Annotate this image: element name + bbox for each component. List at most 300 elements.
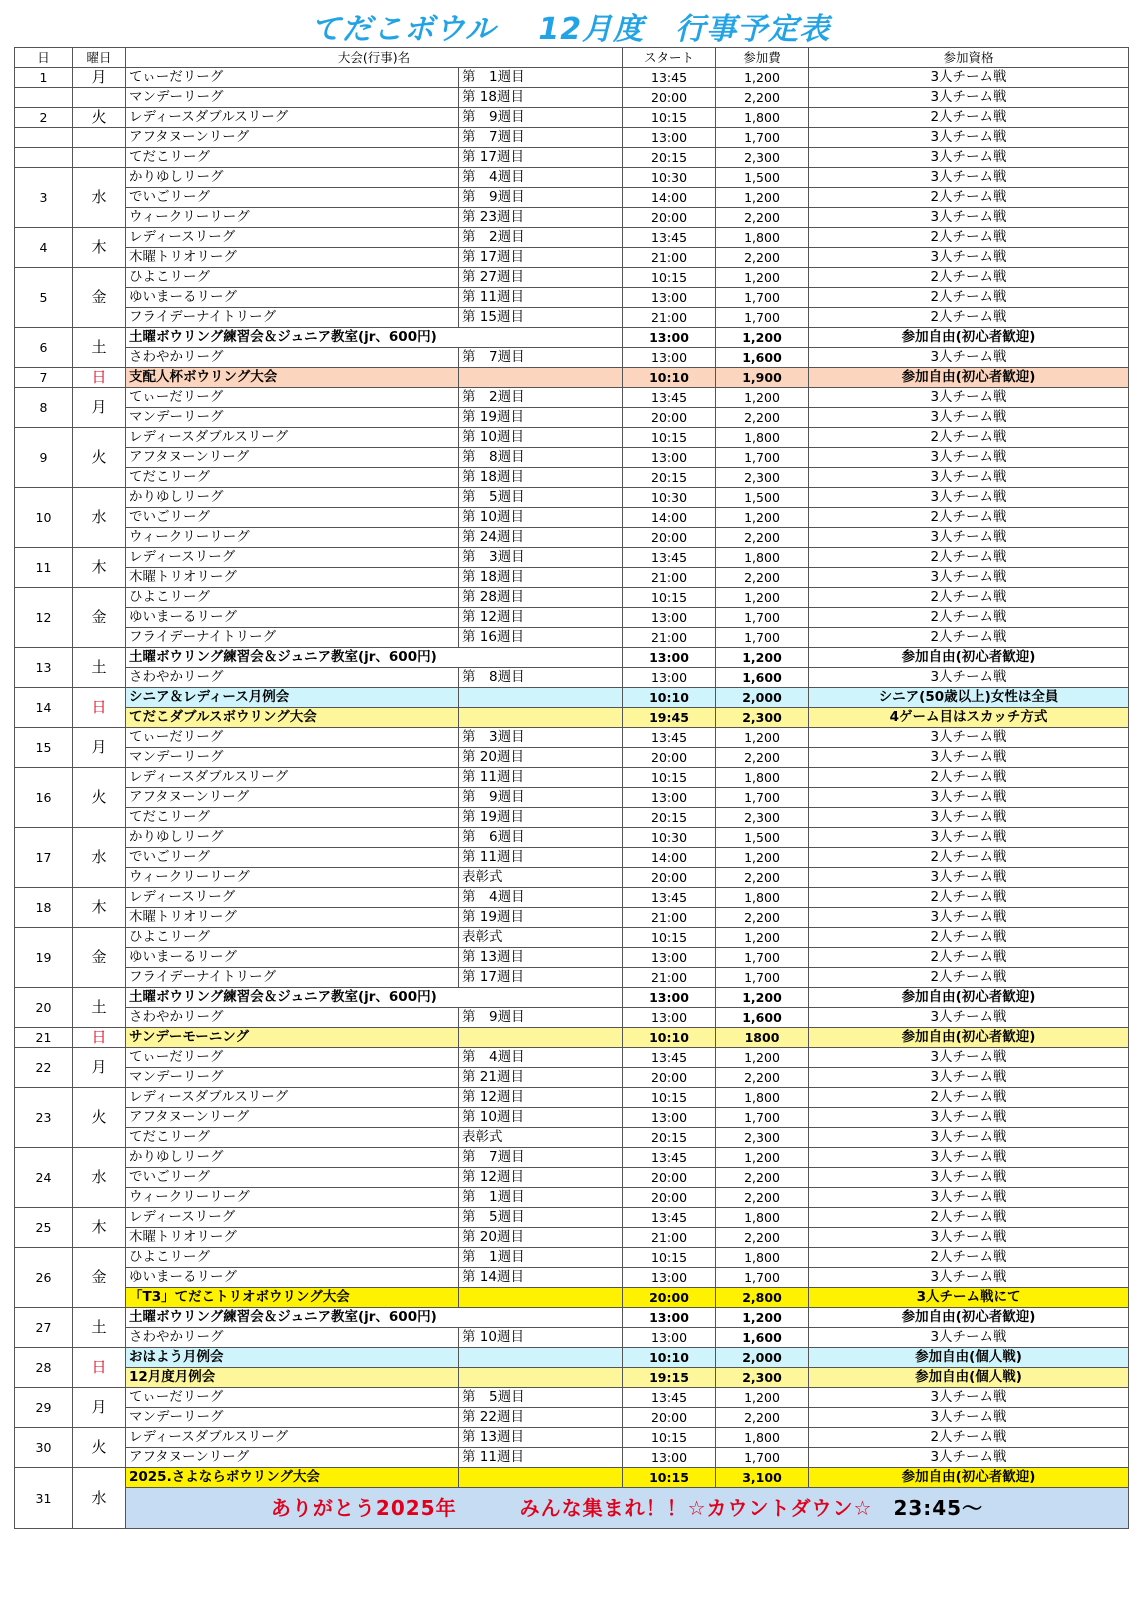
qualification-cell: 2人チーム戦 xyxy=(809,888,1129,908)
schedule-row xyxy=(15,728,1129,748)
event-round-cell: 表彰式 xyxy=(459,1128,623,1148)
start-time-cell: 13:00 xyxy=(623,1008,716,1028)
qualification-cell: 3人チーム戦 xyxy=(809,668,1129,688)
event-round-cell: 第 6週目 xyxy=(459,828,623,848)
day-of-week-cell: 日 xyxy=(73,368,126,388)
fee-cell: 1,200 xyxy=(716,328,809,348)
start-time-cell: 13:45 xyxy=(623,1388,716,1408)
header-fee: 参加費 xyxy=(716,48,809,68)
start-time-cell: 13:45 xyxy=(623,728,716,748)
event-name-cell: 支配人杯ボウリング大会 xyxy=(126,368,459,388)
schedule-row xyxy=(15,848,1129,868)
schedule-row xyxy=(15,1248,1129,1268)
day-number-cell xyxy=(15,88,73,108)
event-name-cell: 土曜ボウリング練習会＆ジュニア教室(jr、600円) xyxy=(126,648,623,668)
event-name-cell: レディースリーグ xyxy=(126,548,459,568)
event-name-cell: 木曜トリオリーグ xyxy=(126,1228,459,1248)
day-number-cell: 25 xyxy=(15,1208,73,1248)
day-number-cell: 4 xyxy=(15,228,73,268)
start-time-cell: 13:45 xyxy=(623,548,716,568)
qualification-cell: 3人チーム戦 xyxy=(809,748,1129,768)
day-of-week-cell: 土 xyxy=(73,1308,126,1348)
schedule-row xyxy=(15,88,1129,108)
qualification-cell: 3人チーム戦 xyxy=(809,1408,1129,1428)
day-number-cell: 27 xyxy=(15,1308,73,1348)
schedule-row xyxy=(15,1308,1129,1328)
event-round-cell: 第 4週目 xyxy=(459,888,623,908)
schedule-row xyxy=(15,1328,1129,1348)
schedule-row xyxy=(15,1408,1129,1428)
day-number-cell: 29 xyxy=(15,1388,73,1428)
day-of-week-cell: 金 xyxy=(73,928,126,988)
start-time-cell: 21:00 xyxy=(623,628,716,648)
qualification-cell: 3人チーム戦 xyxy=(809,788,1129,808)
day-number-cell: 10 xyxy=(15,488,73,548)
event-round-cell: 第 7週目 xyxy=(459,348,623,368)
day-number-cell: 2 xyxy=(15,108,73,128)
fee-cell: 1,200 xyxy=(716,848,809,868)
fee-cell: 2,200 xyxy=(716,1168,809,1188)
qualification-cell: 2人チーム戦 xyxy=(809,428,1129,448)
event-round-cell: 第 10週目 xyxy=(459,1328,623,1348)
day-number-cell: 16 xyxy=(15,768,73,828)
schedule-row xyxy=(15,328,1129,348)
schedule-row xyxy=(15,368,1129,388)
countdown-banner xyxy=(126,1488,1129,1529)
start-time-cell: 10:10 xyxy=(623,1028,716,1048)
event-round-cell: 第 19週目 xyxy=(459,808,623,828)
schedule-row xyxy=(15,108,1129,128)
qualification-cell: 3人チーム戦 xyxy=(809,1388,1129,1408)
qualification-cell: 3人チーム戦 xyxy=(809,828,1129,848)
day-number-cell: 30 xyxy=(15,1428,73,1468)
qualification-cell: 3人チーム戦 xyxy=(809,528,1129,548)
event-round-cell: 第 27週目 xyxy=(459,268,623,288)
day-number-cell: 26 xyxy=(15,1248,73,1308)
qualification-cell: 2人チーム戦 xyxy=(809,548,1129,568)
start-time-cell: 10:15 xyxy=(623,1248,716,1268)
day-number-cell: 6 xyxy=(15,328,73,368)
day-number-cell: 17 xyxy=(15,828,73,888)
fee-cell: 2,200 xyxy=(716,208,809,228)
qualification-cell: 3人チーム戦 xyxy=(809,1108,1129,1128)
schedule-row xyxy=(15,348,1129,368)
fee-cell: 2,200 xyxy=(716,88,809,108)
fee-cell: 1,200 xyxy=(716,1388,809,1408)
day-of-week-cell: 月 xyxy=(73,68,126,88)
event-round-cell: 第 5週目 xyxy=(459,488,623,508)
schedule-row xyxy=(15,168,1129,188)
event-round-cell xyxy=(459,708,623,728)
qualification-cell: 参加自由(初心者歓迎) xyxy=(809,1308,1129,1328)
event-round-cell: 第 21週目 xyxy=(459,1068,623,1088)
schedule-row xyxy=(15,1388,1129,1408)
event-name-cell: さわやかリーグ xyxy=(126,1008,459,1028)
day-number-cell: 20 xyxy=(15,988,73,1028)
qualification-cell: 2人チーム戦 xyxy=(809,968,1129,988)
start-time-cell: 13:00 xyxy=(623,988,716,1008)
qualification-cell: 3人チーム戦 xyxy=(809,448,1129,468)
day-of-week-cell: 月 xyxy=(73,1388,126,1428)
day-of-week-cell: 火 xyxy=(73,768,126,828)
header-qualification: 参加資格 xyxy=(809,48,1129,68)
qualification-cell: 参加自由(個人戦) xyxy=(809,1348,1129,1368)
fee-cell: 1,800 xyxy=(716,228,809,248)
event-round-cell: 第 8週目 xyxy=(459,448,623,468)
event-name-cell: てぃーだリーグ xyxy=(126,68,459,88)
qualification-cell: 2人チーム戦 xyxy=(809,228,1129,248)
event-name-cell: フライデーナイトリーグ xyxy=(126,308,459,328)
start-time-cell: 13:00 xyxy=(623,788,716,808)
table-header-row xyxy=(15,48,1129,68)
event-round-cell: 第 12週目 xyxy=(459,1088,623,1108)
event-name-cell: てだこダブルスボウリング大会 xyxy=(126,708,459,728)
start-time-cell: 14:00 xyxy=(623,508,716,528)
schedule-row xyxy=(15,968,1129,988)
schedule-row xyxy=(15,748,1129,768)
day-of-week-cell xyxy=(73,148,126,168)
qualification-cell: 2人チーム戦 xyxy=(809,608,1129,628)
day-of-week-cell xyxy=(73,88,126,108)
start-time-cell: 13:00 xyxy=(623,1108,716,1128)
day-number-cell: 22 xyxy=(15,1048,73,1088)
fee-cell: 1,700 xyxy=(716,968,809,988)
qualification-cell: 参加自由(初心者歓迎) xyxy=(809,368,1129,388)
day-of-week-cell: 日 xyxy=(73,1028,126,1048)
event-name-cell: レディースダブルスリーグ xyxy=(126,428,459,448)
start-time-cell: 21:00 xyxy=(623,248,716,268)
event-round-cell: 第 11週目 xyxy=(459,1448,623,1468)
fee-cell: 1,500 xyxy=(716,488,809,508)
event-name-cell: かりゆしリーグ xyxy=(126,488,459,508)
start-time-cell: 13:00 xyxy=(623,328,716,348)
event-round-cell: 第 20週目 xyxy=(459,1228,623,1248)
event-round-cell: 第 17週目 xyxy=(459,248,623,268)
start-time-cell: 10:30 xyxy=(623,168,716,188)
fee-cell: 2,200 xyxy=(716,908,809,928)
schedule-table-wrapper xyxy=(14,47,1129,1529)
event-round-cell: 第 14週目 xyxy=(459,1268,623,1288)
qualification-cell: 2人チーム戦 xyxy=(809,1088,1129,1108)
schedule-row xyxy=(15,1148,1129,1168)
start-time-cell: 13:45 xyxy=(623,68,716,88)
event-round-cell xyxy=(459,1468,623,1488)
event-round-cell xyxy=(459,688,623,708)
event-round-cell: 第 3週目 xyxy=(459,548,623,568)
schedule-row xyxy=(15,988,1129,1008)
event-round-cell: 第 12週目 xyxy=(459,608,623,628)
start-time-cell: 21:00 xyxy=(623,568,716,588)
schedule-row xyxy=(15,668,1129,688)
event-name-cell: マンデーリーグ xyxy=(126,1408,459,1428)
event-name-cell: レディースダブルスリーグ xyxy=(126,768,459,788)
event-name-cell: レディースリーグ xyxy=(126,1208,459,1228)
schedule-row xyxy=(15,208,1129,228)
event-name-cell: レディースダブルスリーグ xyxy=(126,1088,459,1108)
event-name-cell: かりゆしリーグ xyxy=(126,828,459,848)
event-round-cell: 第 1週目 xyxy=(459,1248,623,1268)
event-round-cell: 第 15週目 xyxy=(459,308,623,328)
qualification-cell: 参加自由(個人戦) xyxy=(809,1368,1129,1388)
fee-cell: 1,800 xyxy=(716,888,809,908)
fee-cell: 1,800 xyxy=(716,548,809,568)
event-name-cell: でいごリーグ xyxy=(126,1168,459,1188)
schedule-row xyxy=(15,708,1129,728)
start-time-cell: 13:00 xyxy=(623,648,716,668)
fee-cell: 1,700 xyxy=(716,308,809,328)
event-name-cell: ひよこリーグ xyxy=(126,1248,459,1268)
schedule-row xyxy=(15,228,1129,248)
schedule-row xyxy=(15,568,1129,588)
schedule-row xyxy=(15,428,1129,448)
qualification-cell: 参加自由(初心者歓迎) xyxy=(809,648,1129,668)
fee-cell: 1,200 xyxy=(716,648,809,668)
fee-cell: 1,600 xyxy=(716,1008,809,1028)
qualification-cell: 3人チーム戦 xyxy=(809,388,1129,408)
start-time-cell: 10:30 xyxy=(623,488,716,508)
event-name-cell: 木曜トリオリーグ xyxy=(126,568,459,588)
event-name-cell: アフタヌーンリーグ xyxy=(126,128,459,148)
qualification-cell: 2人チーム戦 xyxy=(809,928,1129,948)
event-name-cell: シニア＆レディース月例会 xyxy=(126,688,459,708)
qualification-cell: 2人チーム戦 xyxy=(809,1428,1129,1448)
start-time-cell: 10:15 xyxy=(623,1088,716,1108)
start-time-cell: 20:00 xyxy=(623,1288,716,1308)
event-name-cell: てぃーだリーグ xyxy=(126,388,459,408)
schedule-row xyxy=(15,188,1129,208)
qualification-cell: 2人チーム戦 xyxy=(809,508,1129,528)
qualification-cell: 参加自由(初心者歓迎) xyxy=(809,1468,1129,1488)
start-time-cell: 20:00 xyxy=(623,868,716,888)
schedule-row xyxy=(15,628,1129,648)
event-name-cell: レディースリーグ xyxy=(126,228,459,248)
event-round-cell: 第 5週目 xyxy=(459,1208,623,1228)
fee-cell: 2,200 xyxy=(716,1188,809,1208)
qualification-cell: 3人チーム戦 xyxy=(809,1168,1129,1188)
schedule-row xyxy=(15,68,1129,88)
start-time-cell: 19:45 xyxy=(623,708,716,728)
schedule-row xyxy=(15,608,1129,628)
fee-cell: 1,700 xyxy=(716,788,809,808)
event-round-cell: 第 3週目 xyxy=(459,728,623,748)
day-number-cell: 7 xyxy=(15,368,73,388)
event-name-cell: てだこリーグ xyxy=(126,468,459,488)
schedule-row xyxy=(15,808,1129,828)
fee-cell: 1,200 xyxy=(716,388,809,408)
event-name-cell: さわやかリーグ xyxy=(126,348,459,368)
fee-cell: 1,800 xyxy=(716,1248,809,1268)
day-number-cell: 31 xyxy=(15,1468,73,1529)
day-number-cell: 9 xyxy=(15,428,73,488)
schedule-row xyxy=(15,1448,1129,1468)
event-name-cell: 土曜ボウリング練習会＆ジュニア教室(jr、600円) xyxy=(126,328,623,348)
start-time-cell: 13:45 xyxy=(623,1148,716,1168)
schedule-row xyxy=(15,908,1129,928)
start-time-cell: 13:00 xyxy=(623,608,716,628)
day-number-cell: 21 xyxy=(15,1028,73,1048)
day-of-week-cell: 水 xyxy=(73,168,126,228)
event-name-cell: てだこリーグ xyxy=(126,1128,459,1148)
start-time-cell: 20:15 xyxy=(623,148,716,168)
fee-cell: 1,200 xyxy=(716,988,809,1008)
start-time-cell: 19:15 xyxy=(623,1368,716,1388)
event-name-cell: かりゆしリーグ xyxy=(126,1148,459,1168)
qualification-cell: 3人チーム戦 xyxy=(809,868,1129,888)
page-title: てだこボウル 12月度 行事予定表 xyxy=(310,12,831,47)
fee-cell: 1,700 xyxy=(716,288,809,308)
countdown-message: ありがとう2025年 みんな集まれ！！☆カウントダウン☆ xyxy=(270,1496,894,1520)
fee-cell: 1,700 xyxy=(716,608,809,628)
qualification-cell: 参加自由(初心者歓迎) xyxy=(809,328,1129,348)
schedule-row xyxy=(15,548,1129,568)
start-time-cell: 20:15 xyxy=(623,468,716,488)
day-number-cell: 23 xyxy=(15,1088,73,1148)
event-round-cell: 第 28週目 xyxy=(459,588,623,608)
event-name-cell: レディースダブルスリーグ xyxy=(126,108,459,128)
day-of-week-cell: 水 xyxy=(73,488,126,548)
schedule-row xyxy=(15,248,1129,268)
countdown-time: 23:45〜 xyxy=(893,1496,984,1520)
event-name-cell: ひよこリーグ xyxy=(126,928,459,948)
schedule-row xyxy=(15,588,1129,608)
start-time-cell: 10:15 xyxy=(623,1428,716,1448)
event-round-cell: 第 17週目 xyxy=(459,148,623,168)
event-name-cell: おはよう月例会 xyxy=(126,1348,459,1368)
fee-cell: 2,200 xyxy=(716,1408,809,1428)
event-name-cell: でいごリーグ xyxy=(126,848,459,868)
event-round-cell: 第 13週目 xyxy=(459,948,623,968)
event-name-cell: でいごリーグ xyxy=(126,508,459,528)
event-round-cell xyxy=(459,368,623,388)
schedule-row xyxy=(15,888,1129,908)
event-round-cell: 第 2週目 xyxy=(459,228,623,248)
fee-cell: 1,600 xyxy=(716,1328,809,1348)
event-round-cell: 第 8週目 xyxy=(459,668,623,688)
day-number-cell: 15 xyxy=(15,728,73,768)
day-number-cell xyxy=(15,128,73,148)
event-name-cell: アフタヌーンリーグ xyxy=(126,788,459,808)
schedule-row xyxy=(15,648,1129,668)
start-time-cell: 20:00 xyxy=(623,88,716,108)
schedule-row xyxy=(15,528,1129,548)
event-name-cell: てぃーだリーグ xyxy=(126,728,459,748)
schedule-body xyxy=(15,68,1129,1529)
qualification-cell: 3人チーム戦 xyxy=(809,408,1129,428)
qualification-cell: 3人チーム戦 xyxy=(809,1268,1129,1288)
qualification-cell: 3人チーム戦 xyxy=(809,248,1129,268)
day-number-cell: 12 xyxy=(15,588,73,648)
fee-cell: 1,500 xyxy=(716,168,809,188)
start-time-cell: 20:00 xyxy=(623,1188,716,1208)
event-name-cell: 土曜ボウリング練習会＆ジュニア教室(jr、600円) xyxy=(126,988,623,1008)
event-round-cell: 第 4週目 xyxy=(459,1048,623,1068)
event-round-cell: 第 4週目 xyxy=(459,168,623,188)
schedule-row xyxy=(15,788,1129,808)
start-time-cell: 21:00 xyxy=(623,1228,716,1248)
event-round-cell: 第 16週目 xyxy=(459,628,623,648)
event-round-cell xyxy=(459,1348,623,1368)
qualification-cell: 2人チーム戦 xyxy=(809,108,1129,128)
header-event-name: 大会(行事)名 xyxy=(126,48,623,68)
day-of-week-cell: 水 xyxy=(73,1468,126,1529)
schedule-row xyxy=(15,1188,1129,1208)
qualification-cell: 3人チーム戦 xyxy=(809,1048,1129,1068)
event-name-cell: ゆいまーるリーグ xyxy=(126,1268,459,1288)
qualification-cell: 2人チーム戦 xyxy=(809,268,1129,288)
qualification-cell: 3人チーム戦 xyxy=(809,128,1129,148)
start-time-cell: 10:15 xyxy=(623,928,716,948)
fee-cell: 1,200 xyxy=(716,268,809,288)
event-name-cell: ひよこリーグ xyxy=(126,588,459,608)
start-time-cell: 13:00 xyxy=(623,1448,716,1468)
qualification-cell: 3人チーム戦 xyxy=(809,1188,1129,1208)
fee-cell: 1,200 xyxy=(716,728,809,748)
day-of-week-cell: 土 xyxy=(73,328,126,368)
schedule-row xyxy=(15,388,1129,408)
event-round-cell: 第 11週目 xyxy=(459,768,623,788)
event-round-cell xyxy=(459,1368,623,1388)
day-of-week-cell: 月 xyxy=(73,1048,126,1088)
start-time-cell: 14:00 xyxy=(623,848,716,868)
schedule-table xyxy=(14,47,1129,1529)
header-day-of-week: 曜日 xyxy=(73,48,126,68)
event-name-cell: マンデーリーグ xyxy=(126,88,459,108)
countdown-row xyxy=(15,1488,1129,1529)
qualification-cell: 2人チーム戦 xyxy=(809,848,1129,868)
day-number-cell: 24 xyxy=(15,1148,73,1208)
event-name-cell: さわやかリーグ xyxy=(126,668,459,688)
event-name-cell: マンデーリーグ xyxy=(126,748,459,768)
event-round-cell: 第 1週目 xyxy=(459,1188,623,1208)
day-number-cell xyxy=(15,148,73,168)
qualification-cell: 参加自由(初心者歓迎) xyxy=(809,988,1129,1008)
start-time-cell: 20:00 xyxy=(623,1068,716,1088)
day-of-week-cell: 月 xyxy=(73,728,126,768)
schedule-row xyxy=(15,868,1129,888)
start-time-cell: 20:00 xyxy=(623,1168,716,1188)
event-name-cell: かりゆしリーグ xyxy=(126,168,459,188)
event-round-cell: 第 13週目 xyxy=(459,1428,623,1448)
schedule-row xyxy=(15,1028,1129,1048)
fee-cell: 1,200 xyxy=(716,508,809,528)
qualification-cell: 3人チーム戦にて xyxy=(809,1288,1129,1308)
fee-cell: 1,700 xyxy=(716,948,809,968)
fee-cell: 1,200 xyxy=(716,928,809,948)
event-name-cell: マンデーリーグ xyxy=(126,1068,459,1088)
event-round-cell: 第 10週目 xyxy=(459,508,623,528)
schedule-row xyxy=(15,1088,1129,1108)
event-name-cell: ゆいまーるリーグ xyxy=(126,608,459,628)
schedule-row xyxy=(15,1068,1129,1088)
fee-cell: 1,800 xyxy=(716,1208,809,1228)
start-time-cell: 13:00 xyxy=(623,948,716,968)
event-name-cell: 木曜トリオリーグ xyxy=(126,248,459,268)
day-of-week-cell xyxy=(73,128,126,148)
schedule-row xyxy=(15,1208,1129,1228)
schedule-row xyxy=(15,508,1129,528)
fee-cell: 2,300 xyxy=(716,468,809,488)
fee-cell: 1,700 xyxy=(716,1448,809,1468)
day-of-week-cell: 土 xyxy=(73,648,126,688)
fee-cell: 1,200 xyxy=(716,1048,809,1068)
start-time-cell: 20:15 xyxy=(623,1128,716,1148)
event-round-cell: 第 10週目 xyxy=(459,428,623,448)
day-of-week-cell: 日 xyxy=(73,1348,126,1388)
qualification-cell: 3人チーム戦 xyxy=(809,168,1129,188)
schedule-row xyxy=(15,768,1129,788)
qualification-cell: 3人チーム戦 xyxy=(809,568,1129,588)
start-time-cell: 10:10 xyxy=(623,368,716,388)
